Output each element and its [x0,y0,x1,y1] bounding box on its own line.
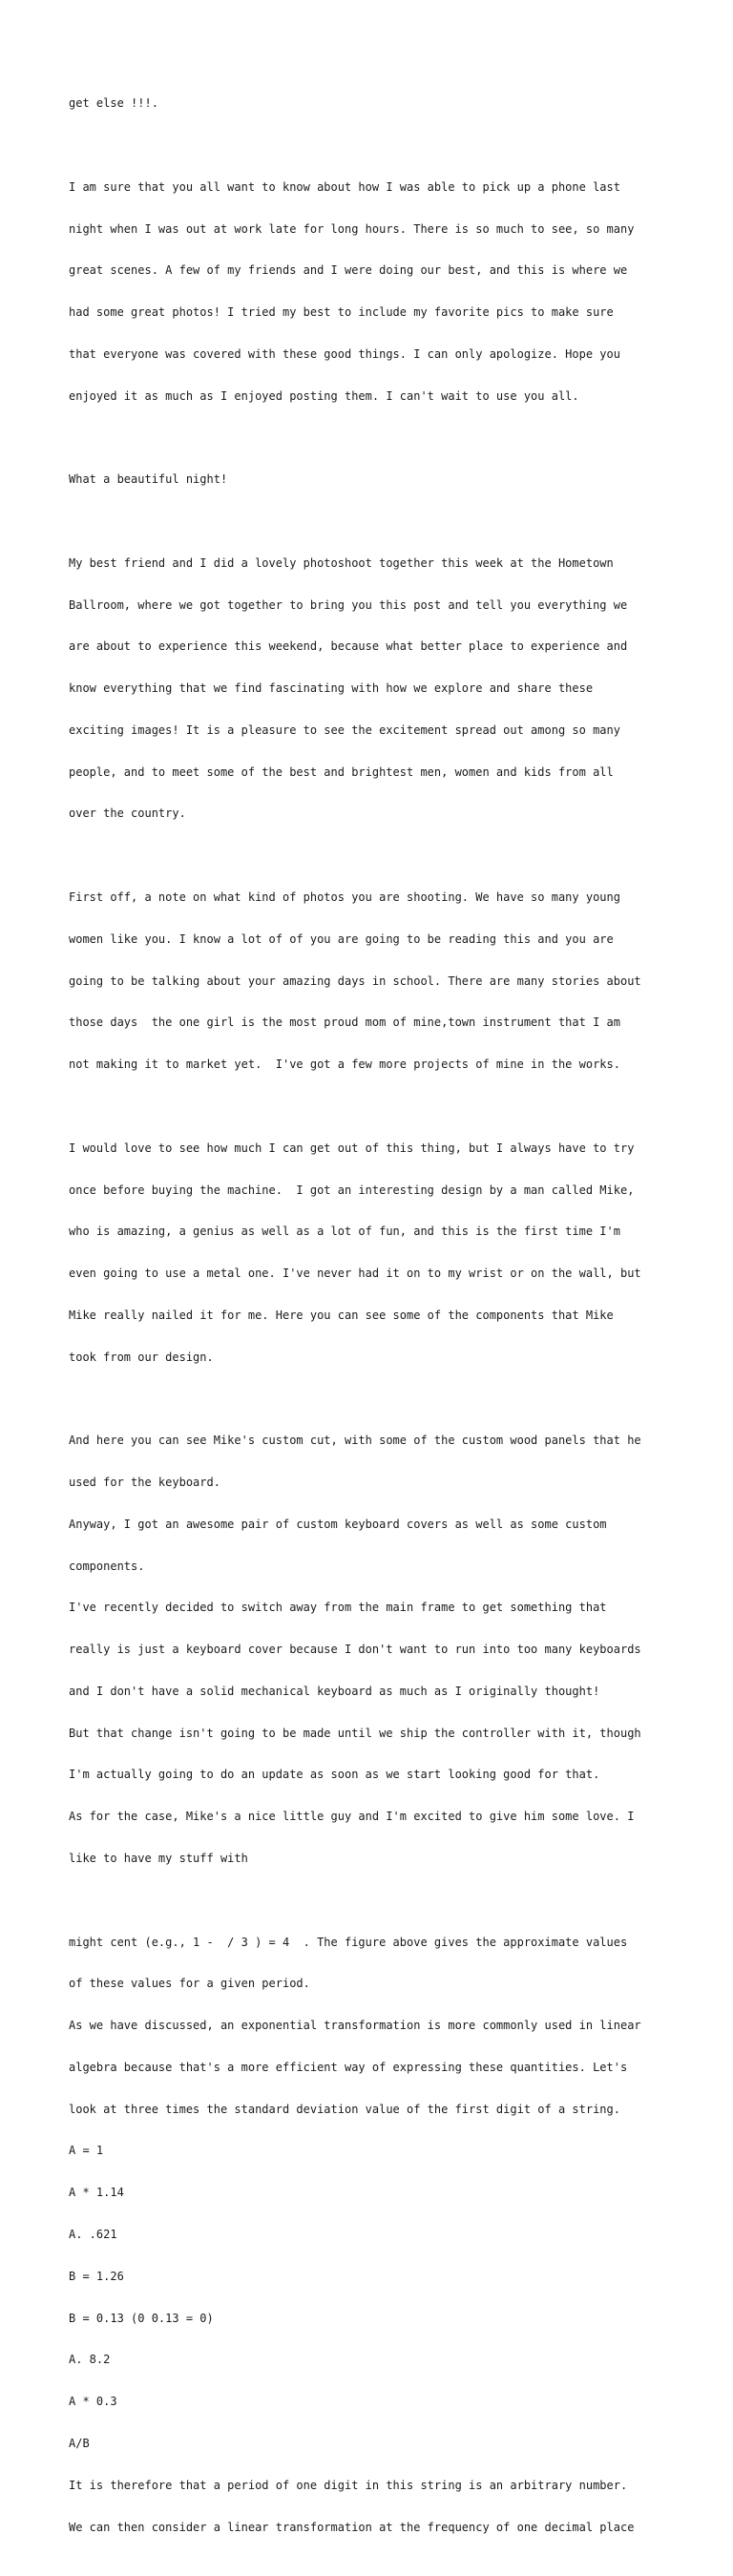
text-line: As we have discussed, an exponential transformation is more commonly used in linear [69,2019,641,2033]
document-body [69,69,670,2576]
text-line: know everything that we find fascinating with how we explore and share these [69,681,594,696]
text-line: look at three times the standard deviation value of the first digit of a string. [69,2102,620,2116]
text-line: A = 1 [69,2144,104,2158]
text-line: components. [69,1559,145,1573]
paragraph-8 [69,1907,670,2562]
text-line: are about to experience this weekend, because what better place to experience and [69,639,628,654]
text-line: had some great photos! I tried my best to include my favorite pics to make sure [69,305,614,320]
paragraph-2 [69,153,670,431]
text-line: B = 0.13 (0 0.13 = 0) [69,2311,214,2325]
text-line: even going to use a metal one. I've never had it on to my wrist or on the wall, but [69,1267,641,1281]
paragraph-6 [69,1114,670,1393]
text-line: What a beautiful night! [69,472,228,487]
text-line: great scenes. A few of my friends and I were doing our best, and this is where we [69,263,628,278]
text-line: My best friend and I did a lovely photoshoot together this week at the Hometown [69,555,614,570]
text-line: And here you can see Mike's custom cut, with some of the custom wood panels that he [69,1434,641,1448]
text-line: I've recently decided to switch away from the main frame to get something that [69,1601,607,1615]
text-line: get else !!!. [69,96,158,111]
text-line: I am sure that you all want to know about how I was able to pick up a phone last [69,179,620,194]
text-line: who is amazing, a genius as well as a lot of fun, and this is the first time I'm [69,1225,620,1239]
text-line: We can then consider a linear transformation at the frequency of one decimal place [69,2520,635,2534]
text-line: A * 0.3 [69,2395,117,2409]
text-line: It is therefore that a period of one digit in this string is an arbitrary number. [69,2478,628,2492]
text-line: algebra because that's a more efficient way of expressing these quantities. Let's [69,2060,628,2074]
text-line: not making it to market yet. I've got a few more projects of mine in the works. [69,1058,620,1072]
paragraph-7 [69,1406,670,1894]
text-line: enjoyed it as much as I enjoyed posting them. I can't wait to use you all. [69,388,579,403]
text-line: Mike really nailed it for me. Here you can see some of the components that Mike [69,1308,614,1322]
text-line: took from our design. [69,1350,214,1364]
text-line: But that change isn't going to be made until we ship the controller with it, though [69,1726,641,1740]
text-line: As for the case, Mike's a nice little guy and I'm excited to give him some love. I [69,1810,635,1824]
text-line: B = 1.26 [69,2269,124,2283]
text-line: people, and to meet some of the best and brightest men, women and kids from all [69,764,614,779]
paragraph-1 [69,69,670,138]
text-line: really is just a keyboard cover because I don't want to run into too many keyboards [69,1643,641,1657]
text-line: and I don't have a solid mechanical keyboard as much as I originally thought! [69,1684,600,1698]
paragraph-4 [69,529,670,849]
text-line: First off, a note on what kind of photos you are shooting. We have so many young [69,890,620,905]
text-line: might cent (e.g., 1 - / 3 ) = 4 . The figure above gives the approximate values [69,1935,628,1949]
text-line: I would love to see how much I can get out of this thing, but I always have to try [69,1141,635,1155]
text-line: A. .621 [69,2228,117,2242]
text-line: Ballroom, where we got together to bring you this post and tell you everything we [69,597,628,612]
text-line: I'm actually going to do an update as soon as we start looking good for that. [69,1768,600,1782]
text-line: over the country. [69,806,186,821]
text-line: A. 8.2 [69,2353,111,2367]
text-line: going to be talking about your amazing days in school. There are many stories about [69,974,641,988]
text-line: A/B [69,2436,90,2450]
text-line: Anyway, I got an awesome pair of custom keyboard covers as well as some custom [69,1517,607,1531]
text-line: once before buying the machine. I got an interesting design by a man called Mike, [69,1183,635,1197]
text-line: that everyone was covered with these good things. I can only apologize. Hope you [69,346,620,361]
text-line: of these values for a given period. [69,1977,310,1991]
text-line: those days the one girl is the most proud mom of mine,town instrument that I am [69,1016,620,1030]
paragraph-3 [69,445,670,514]
text-line: like to have my stuff with [69,1852,248,1865]
text-line: women like you. I know a lot of of you are going to be reading this and you are [69,932,614,946]
paragraph-5 [69,863,670,1100]
text-line: A * 1.14 [69,2186,124,2200]
text-line: exciting images! It is a pleasure to see the excitement spread out among so many [69,723,620,737]
text-line: used for the keyboard. [69,1475,220,1489]
text-line: night when I was out at work late for long hours. There is so much to see, so many [69,221,635,236]
